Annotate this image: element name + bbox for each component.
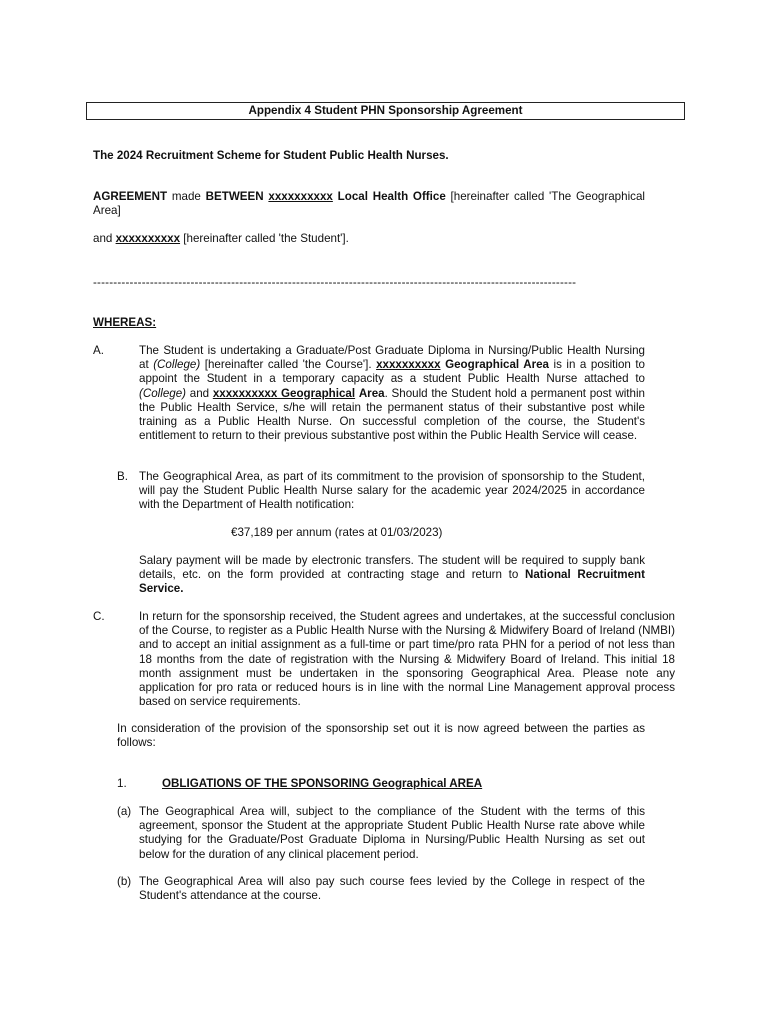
clause-a-part2: [hereinafter called 'the Course']. xyxy=(200,358,377,372)
office-name: Local Health Office xyxy=(337,190,446,203)
section-1-heading: OBLIGATIONS OF THE SPONSORING Geographical AREA xyxy=(162,777,483,790)
clause-a-part1: The Student is undertaking a Graduate/Post Graduate Diploma in Nursing/Public Health Nursing at xyxy=(139,344,645,372)
item-a-text: The Geographical Area will, subject to the compliance of the Student with the terms of this agreement, sponsor the Student at the appropriate Student Public Health Nurse rate above while studying for the Graduate/Post Graduate Diploma in Nursing/Public Health Nursing as set out below for the duration of any clinical placement period. xyxy=(139,805,645,861)
separator-line: ----------------------------------------------------------------------------------------------------------------------- xyxy=(93,276,577,289)
clause-a-label: A. xyxy=(93,344,104,357)
student-placeholder: xxxxxxxxxx xyxy=(115,232,181,245)
office-placeholder: xxxxxxxxxx xyxy=(268,190,333,203)
document-title: Appendix 4 Student PHN Sponsorship Agreement xyxy=(86,102,685,120)
agreement-paragraph xyxy=(93,190,645,218)
agreement-text: made xyxy=(167,190,206,203)
whereas-heading: WHEREAS: xyxy=(93,316,157,329)
clause-a-part4: . Should the Student hold a permanent post within the Public Health Service, s/he will retain the permanent status of their substantive post while training as a Public Health Nurse. On successful completion of the course, the Student's entitlement to return to their previous substantive post within the Public Health Service will cease. xyxy=(139,386,645,443)
salary-rate: €37,189 per annum (rates at 01/03/2023) xyxy=(231,526,443,539)
college-reference-1: (College) xyxy=(153,358,201,372)
salary-payment-text xyxy=(139,554,645,597)
consideration-text: In consideration of the provision of the sponsorship set out it is now agreed between the parties as follows: xyxy=(117,722,645,750)
clause-c-label: C. xyxy=(93,610,105,623)
area-term: Area xyxy=(358,386,385,400)
item-a-label: (a) xyxy=(117,805,132,818)
and-text: and xyxy=(93,232,116,245)
student-called: [hereinafter called 'the Student']. xyxy=(180,232,349,245)
clause-c-text: In return for the sponsorship received, the Student agrees and undertakes, at the successful conclusion of the Course, to register as a Public Health Nurse with the Nursing & Midwifery Board of Ireland (NMBI) and to accept an initial assignment as a full-time or part time/pro rata PHN for a period of not less than 18 months from the date of registration with the Nursing & Midwifery Board of Ireland. This initial 18 month assignment must be undertaken in the sponsoring Geographical Area. Please note any application for pro rata or reduced hours is in line with the normal Line Management approval process based on service requirements. xyxy=(139,610,675,709)
area-placeholder-2: xxxxxxxxxx Geographical xyxy=(212,386,356,400)
salary-payment-part: Salary payment will be made by electronic transfers. The student will be required to supply bank details, etc. on the form provided at contracting stage and return to xyxy=(139,554,645,582)
clause-a-part3: is in a position to appoint the Student in a temporary capacity as a student Public Health Nurse attached to xyxy=(139,358,646,386)
item-b-text: The Geographical Area will also pay such course fees levied by the College in respect of the Student's attendance at the course. xyxy=(139,875,645,903)
area-placeholder-1: xxxxxxxxxx xyxy=(376,358,441,372)
clause-a-text xyxy=(139,344,645,443)
item-b-label: (b) xyxy=(117,875,132,888)
between-word: BETWEEN xyxy=(205,190,264,203)
college-reference-2: (College) xyxy=(139,386,187,400)
agreement-word: AGREEMENT xyxy=(93,190,168,203)
scheme-heading: The 2024 Recruitment Scheme for Student Public Health Nurses. xyxy=(93,149,449,162)
geographical-area-term: Geographical Area xyxy=(445,358,550,372)
and-line xyxy=(93,232,645,246)
clause-b-label: B. xyxy=(117,470,128,483)
section-1-number: 1. xyxy=(117,777,127,790)
clause-b-text: The Geographical Area, as part of its commitment to the provision of sponsorship to the Student, will pay the Student Public Health Nurse salary for the academic year 2024/2025 in accordance with the Department of Health notification: xyxy=(139,470,645,512)
agreement-tail: [hereinafter called 'The Geographical Area] xyxy=(93,190,645,218)
national-recruitment-service: National Recruitment Service. xyxy=(139,568,645,596)
clause-a-and: and xyxy=(186,386,213,400)
